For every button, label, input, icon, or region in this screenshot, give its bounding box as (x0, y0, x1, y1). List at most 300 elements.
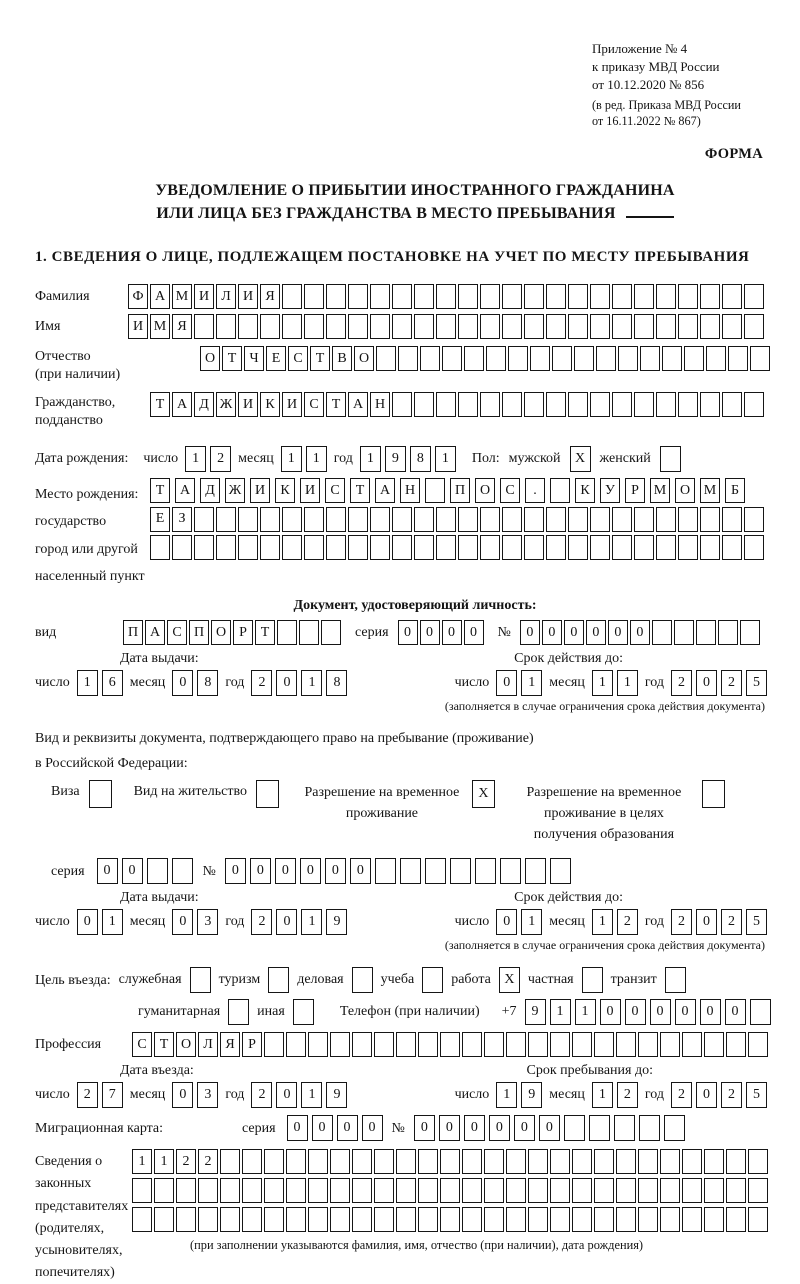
char-cell[interactable] (502, 507, 522, 532)
char-cell[interactable] (726, 1207, 746, 1232)
char-cell[interactable] (216, 507, 236, 532)
char-cell[interactable]: 0 (542, 620, 562, 645)
char-cell[interactable] (450, 858, 471, 884)
surname-input[interactable] (128, 284, 764, 309)
char-cell[interactable] (462, 1149, 482, 1174)
char-cell[interactable] (440, 1149, 460, 1174)
representatives-input-line2[interactable] (132, 1178, 768, 1203)
char-cell[interactable] (304, 507, 324, 532)
char-cell[interactable] (414, 507, 434, 532)
char-cell[interactable] (508, 346, 528, 371)
char-cell[interactable] (726, 1178, 746, 1203)
phone-input[interactable] (525, 999, 771, 1025)
char-cell[interactable]: 2 (251, 1082, 272, 1108)
char-cell[interactable] (660, 1207, 680, 1232)
char-cell[interactable]: О (176, 1032, 196, 1057)
char-cell[interactable] (282, 535, 302, 560)
char-cell[interactable]: 2 (251, 670, 272, 696)
char-cell[interactable] (616, 1032, 636, 1057)
char-cell[interactable] (462, 1207, 482, 1232)
char-cell[interactable] (418, 1207, 438, 1232)
char-cell[interactable] (264, 1207, 284, 1232)
profession-input[interactable] (132, 1032, 768, 1057)
char-cell[interactable]: 0 (650, 999, 671, 1025)
char-cell[interactable] (568, 507, 588, 532)
char-cell[interactable]: 0 (586, 620, 606, 645)
char-cell[interactable] (330, 1178, 350, 1203)
char-cell[interactable] (277, 620, 297, 645)
purpose-study-checkbox[interactable] (422, 967, 443, 993)
stay-valid-day-input[interactable] (496, 909, 542, 935)
char-cell[interactable] (458, 507, 478, 532)
purpose-tourism-checkbox[interactable] (268, 967, 289, 993)
char-cell[interactable]: С (288, 346, 308, 371)
char-cell[interactable] (696, 620, 716, 645)
char-cell[interactable]: 2 (198, 1149, 218, 1174)
char-cell[interactable] (722, 535, 742, 560)
char-cell[interactable] (660, 1178, 680, 1203)
representatives-input-line3[interactable] (132, 1207, 768, 1232)
char-cell[interactable]: Я (220, 1032, 240, 1057)
char-cell[interactable]: 1 (521, 670, 542, 696)
char-cell[interactable] (374, 1032, 394, 1057)
char-cell[interactable] (260, 535, 280, 560)
stay-issue-day-input[interactable] (77, 909, 123, 935)
sex-male-checkbox[interactable]: X (570, 446, 591, 472)
char-cell[interactable] (436, 535, 456, 560)
migration-series-input[interactable] (287, 1115, 383, 1141)
char-cell[interactable] (590, 507, 610, 532)
char-cell[interactable]: А (375, 478, 395, 503)
char-cell[interactable] (678, 284, 698, 309)
char-cell[interactable] (370, 535, 390, 560)
char-cell[interactable]: 0 (414, 1115, 435, 1141)
stay-until-day-input[interactable] (496, 1082, 542, 1108)
char-cell[interactable]: 2 (721, 909, 742, 935)
char-cell[interactable] (418, 1149, 438, 1174)
char-cell[interactable] (638, 1032, 658, 1057)
char-cell[interactable]: 1 (132, 1149, 152, 1174)
issue-year-input[interactable] (251, 670, 347, 696)
purpose-transit-checkbox[interactable] (665, 967, 686, 993)
char-cell[interactable] (744, 284, 764, 309)
char-cell[interactable] (458, 314, 478, 339)
char-cell[interactable] (525, 858, 546, 884)
char-cell[interactable]: Д (200, 478, 220, 503)
char-cell[interactable]: И (128, 314, 148, 339)
char-cell[interactable] (462, 1032, 482, 1057)
char-cell[interactable] (550, 1207, 570, 1232)
residence-permit-checkbox[interactable] (256, 780, 279, 808)
char-cell[interactable] (740, 620, 760, 645)
stay-until-year-input[interactable] (671, 1082, 767, 1108)
char-cell[interactable] (480, 284, 500, 309)
char-cell[interactable] (480, 535, 500, 560)
char-cell[interactable]: О (354, 346, 374, 371)
char-cell[interactable]: Т (222, 346, 242, 371)
char-cell[interactable] (480, 314, 500, 339)
char-cell[interactable]: К (260, 392, 280, 417)
char-cell[interactable] (436, 392, 456, 417)
char-cell[interactable] (652, 620, 672, 645)
doc-number-input[interactable] (520, 620, 760, 645)
char-cell[interactable] (282, 284, 302, 309)
char-cell[interactable] (400, 858, 421, 884)
char-cell[interactable] (458, 284, 478, 309)
char-cell[interactable] (392, 535, 412, 560)
char-cell[interactable]: Ж (225, 478, 245, 503)
char-cell[interactable] (700, 284, 720, 309)
char-cell[interactable]: 2 (671, 670, 692, 696)
char-cell[interactable] (238, 507, 258, 532)
char-cell[interactable]: А (145, 620, 165, 645)
char-cell[interactable] (704, 1178, 724, 1203)
char-cell[interactable]: Е (150, 507, 170, 532)
char-cell[interactable] (216, 314, 236, 339)
char-cell[interactable]: 1 (360, 446, 381, 472)
char-cell[interactable] (656, 392, 676, 417)
char-cell[interactable]: 1 (301, 909, 322, 935)
char-cell[interactable] (286, 1207, 306, 1232)
char-cell[interactable] (326, 314, 346, 339)
char-cell[interactable]: 0 (496, 909, 517, 935)
char-cell[interactable]: С (304, 392, 324, 417)
char-cell[interactable] (286, 1149, 306, 1174)
char-cell[interactable] (506, 1032, 526, 1057)
char-cell[interactable]: 1 (301, 670, 322, 696)
char-cell[interactable]: К (275, 478, 295, 503)
char-cell[interactable]: 1 (592, 909, 613, 935)
char-cell[interactable] (700, 535, 720, 560)
char-cell[interactable] (564, 1115, 585, 1141)
char-cell[interactable] (638, 1178, 658, 1203)
char-cell[interactable] (348, 284, 368, 309)
char-cell[interactable]: Б (725, 478, 745, 503)
char-cell[interactable] (132, 1207, 152, 1232)
char-cell[interactable] (282, 314, 302, 339)
char-cell[interactable] (678, 535, 698, 560)
char-cell[interactable] (596, 346, 616, 371)
char-cell[interactable] (392, 392, 412, 417)
char-cell[interactable] (484, 1032, 504, 1057)
doc-series-input[interactable] (398, 620, 484, 645)
char-cell[interactable] (176, 1178, 196, 1203)
char-cell[interactable] (660, 1032, 680, 1057)
char-cell[interactable] (436, 284, 456, 309)
char-cell[interactable] (748, 1207, 768, 1232)
char-cell[interactable] (550, 478, 570, 503)
char-cell[interactable] (616, 1207, 636, 1232)
char-cell[interactable] (572, 1207, 592, 1232)
char-cell[interactable] (242, 1178, 262, 1203)
char-cell[interactable] (618, 346, 638, 371)
char-cell[interactable] (374, 1178, 394, 1203)
char-cell[interactable] (634, 284, 654, 309)
char-cell[interactable] (392, 507, 412, 532)
char-cell[interactable] (176, 1207, 196, 1232)
citizenship-input[interactable] (150, 392, 764, 417)
char-cell[interactable] (546, 284, 566, 309)
char-cell[interactable] (352, 1149, 372, 1174)
char-cell[interactable]: С (132, 1032, 152, 1057)
char-cell[interactable] (370, 284, 390, 309)
char-cell[interactable]: 0 (442, 620, 462, 645)
birth-place-input-line3[interactable] (150, 535, 764, 560)
char-cell[interactable]: 0 (225, 858, 246, 884)
purpose-work-checkbox[interactable]: X (499, 967, 520, 993)
char-cell[interactable]: Я (260, 284, 280, 309)
char-cell[interactable]: 0 (625, 999, 646, 1025)
char-cell[interactable] (425, 478, 445, 503)
char-cell[interactable]: 0 (675, 999, 696, 1025)
char-cell[interactable] (375, 858, 396, 884)
char-cell[interactable] (748, 1149, 768, 1174)
char-cell[interactable]: Л (216, 284, 236, 309)
char-cell[interactable] (194, 314, 214, 339)
char-cell[interactable] (590, 314, 610, 339)
issue-day-input[interactable] (77, 670, 123, 696)
char-cell[interactable] (242, 1149, 262, 1174)
char-cell[interactable] (321, 620, 341, 645)
char-cell[interactable]: У (600, 478, 620, 503)
char-cell[interactable] (500, 858, 521, 884)
char-cell[interactable] (704, 1032, 724, 1057)
char-cell[interactable]: М (700, 478, 720, 503)
char-cell[interactable] (352, 1032, 372, 1057)
char-cell[interactable]: И (282, 392, 302, 417)
char-cell[interactable] (524, 507, 544, 532)
char-cell[interactable] (722, 392, 742, 417)
char-cell[interactable] (299, 620, 319, 645)
char-cell[interactable]: 0 (350, 858, 371, 884)
char-cell[interactable] (414, 284, 434, 309)
temp-residence-checkbox[interactable]: X (472, 780, 495, 808)
char-cell[interactable]: 0 (600, 999, 621, 1025)
char-cell[interactable]: 1 (154, 1149, 174, 1174)
char-cell[interactable] (260, 314, 280, 339)
char-cell[interactable] (572, 1149, 592, 1174)
char-cell[interactable]: 2 (721, 670, 742, 696)
char-cell[interactable] (506, 1149, 526, 1174)
valid-month-input[interactable] (592, 670, 638, 696)
char-cell[interactable] (550, 1149, 570, 1174)
char-cell[interactable]: И (238, 284, 258, 309)
char-cell[interactable]: А (172, 392, 192, 417)
char-cell[interactable]: С (500, 478, 520, 503)
char-cell[interactable]: 1 (77, 670, 98, 696)
char-cell[interactable] (674, 620, 694, 645)
char-cell[interactable]: 5 (746, 1082, 767, 1108)
char-cell[interactable] (440, 1178, 460, 1203)
char-cell[interactable] (352, 1178, 372, 1203)
char-cell[interactable] (374, 1149, 394, 1174)
char-cell[interactable] (150, 535, 170, 560)
char-cell[interactable] (348, 507, 368, 532)
char-cell[interactable]: 0 (420, 620, 440, 645)
char-cell[interactable]: 0 (514, 1115, 535, 1141)
char-cell[interactable] (154, 1178, 174, 1203)
char-cell[interactable]: 7 (102, 1082, 123, 1108)
char-cell[interactable] (728, 346, 748, 371)
char-cell[interactable] (612, 314, 632, 339)
birth-day-input[interactable] (185, 446, 231, 472)
char-cell[interactable]: 0 (725, 999, 746, 1025)
char-cell[interactable]: А (150, 284, 170, 309)
char-cell[interactable]: Ф (128, 284, 148, 309)
char-cell[interactable] (704, 1207, 724, 1232)
char-cell[interactable]: 0 (97, 858, 118, 884)
char-cell[interactable] (590, 392, 610, 417)
char-cell[interactable] (260, 507, 280, 532)
char-cell[interactable] (464, 346, 484, 371)
char-cell[interactable] (436, 507, 456, 532)
char-cell[interactable] (750, 999, 771, 1025)
char-cell[interactable]: 1 (592, 1082, 613, 1108)
stay-issue-year-input[interactable] (251, 909, 347, 935)
char-cell[interactable] (524, 392, 544, 417)
char-cell[interactable] (748, 1032, 768, 1057)
char-cell[interactable]: 1 (102, 909, 123, 935)
purpose-official-checkbox[interactable] (190, 967, 211, 993)
migration-number-input[interactable] (414, 1115, 685, 1141)
char-cell[interactable]: 0 (276, 909, 297, 935)
char-cell[interactable]: 9 (521, 1082, 542, 1108)
char-cell[interactable]: Т (255, 620, 275, 645)
char-cell[interactable] (194, 535, 214, 560)
char-cell[interactable]: 6 (102, 670, 123, 696)
char-cell[interactable] (220, 1207, 240, 1232)
char-cell[interactable] (370, 314, 390, 339)
char-cell[interactable] (682, 1032, 702, 1057)
char-cell[interactable] (286, 1032, 306, 1057)
char-cell[interactable] (484, 1178, 504, 1203)
char-cell[interactable] (304, 314, 324, 339)
char-cell[interactable]: Т (154, 1032, 174, 1057)
char-cell[interactable] (198, 1178, 218, 1203)
char-cell[interactable]: П (189, 620, 209, 645)
char-cell[interactable] (420, 346, 440, 371)
char-cell[interactable] (475, 858, 496, 884)
char-cell[interactable]: Н (400, 478, 420, 503)
char-cell[interactable] (640, 346, 660, 371)
char-cell[interactable] (238, 314, 258, 339)
char-cell[interactable] (330, 1032, 350, 1057)
char-cell[interactable] (552, 346, 572, 371)
char-cell[interactable] (418, 1178, 438, 1203)
char-cell[interactable] (660, 1149, 680, 1174)
char-cell[interactable] (594, 1207, 614, 1232)
char-cell[interactable]: 1 (435, 446, 456, 472)
char-cell[interactable] (612, 507, 632, 532)
char-cell[interactable]: 5 (746, 670, 767, 696)
char-cell[interactable]: 8 (410, 446, 431, 472)
char-cell[interactable]: 0 (287, 1115, 308, 1141)
char-cell[interactable] (634, 535, 654, 560)
char-cell[interactable] (304, 535, 324, 560)
temp-residence-education-checkbox[interactable] (702, 780, 725, 808)
char-cell[interactable] (442, 346, 462, 371)
char-cell[interactable]: 1 (306, 446, 327, 472)
char-cell[interactable] (550, 858, 571, 884)
char-cell[interactable]: Ж (216, 392, 236, 417)
char-cell[interactable]: 2 (671, 1082, 692, 1108)
char-cell[interactable] (425, 858, 446, 884)
char-cell[interactable] (414, 392, 434, 417)
char-cell[interactable] (656, 535, 676, 560)
char-cell[interactable]: О (211, 620, 231, 645)
char-cell[interactable] (550, 1178, 570, 1203)
char-cell[interactable]: С (325, 478, 345, 503)
char-cell[interactable] (656, 284, 676, 309)
char-cell[interactable]: 0 (250, 858, 271, 884)
valid-year-input[interactable] (671, 670, 767, 696)
char-cell[interactable]: А (175, 478, 195, 503)
char-cell[interactable]: Т (150, 392, 170, 417)
char-cell[interactable] (326, 535, 346, 560)
char-cell[interactable]: 1 (550, 999, 571, 1025)
char-cell[interactable]: 0 (172, 670, 193, 696)
char-cell[interactable]: З (172, 507, 192, 532)
char-cell[interactable]: А (348, 392, 368, 417)
birth-place-input-line2[interactable] (150, 507, 764, 532)
char-cell[interactable] (286, 1178, 306, 1203)
char-cell[interactable] (614, 1115, 635, 1141)
char-cell[interactable]: 0 (464, 1115, 485, 1141)
char-cell[interactable] (308, 1207, 328, 1232)
char-cell[interactable]: 2 (77, 1082, 98, 1108)
char-cell[interactable]: 9 (326, 1082, 347, 1108)
char-cell[interactable] (326, 507, 346, 532)
char-cell[interactable]: 0 (325, 858, 346, 884)
char-cell[interactable]: О (200, 346, 220, 371)
char-cell[interactable] (440, 1032, 460, 1057)
char-cell[interactable]: 2 (721, 1082, 742, 1108)
stay-series-input[interactable] (97, 858, 193, 884)
char-cell[interactable] (264, 1032, 284, 1057)
char-cell[interactable] (502, 284, 522, 309)
char-cell[interactable]: Н (370, 392, 390, 417)
entry-year-input[interactable] (251, 1082, 347, 1108)
char-cell[interactable]: 0 (77, 909, 98, 935)
char-cell[interactable] (326, 284, 346, 309)
char-cell[interactable]: Т (150, 478, 170, 503)
char-cell[interactable] (684, 346, 704, 371)
char-cell[interactable] (748, 1178, 768, 1203)
char-cell[interactable]: 5 (746, 909, 767, 935)
char-cell[interactable] (594, 1149, 614, 1174)
char-cell[interactable]: 0 (300, 858, 321, 884)
char-cell[interactable]: Д (194, 392, 214, 417)
char-cell[interactable] (220, 1149, 240, 1174)
char-cell[interactable]: 0 (696, 1082, 717, 1108)
char-cell[interactable] (546, 507, 566, 532)
char-cell[interactable] (546, 535, 566, 560)
char-cell[interactable]: 0 (539, 1115, 560, 1141)
char-cell[interactable] (330, 1149, 350, 1174)
char-cell[interactable] (480, 392, 500, 417)
char-cell[interactable] (589, 1115, 610, 1141)
char-cell[interactable] (726, 1032, 746, 1057)
char-cell[interactable]: 0 (122, 858, 143, 884)
char-cell[interactable] (308, 1149, 328, 1174)
char-cell[interactable] (396, 1032, 416, 1057)
char-cell[interactable] (744, 507, 764, 532)
char-cell[interactable]: Е (266, 346, 286, 371)
char-cell[interactable] (396, 1178, 416, 1203)
char-cell[interactable]: 0 (275, 858, 296, 884)
char-cell[interactable] (612, 535, 632, 560)
char-cell[interactable] (744, 314, 764, 339)
